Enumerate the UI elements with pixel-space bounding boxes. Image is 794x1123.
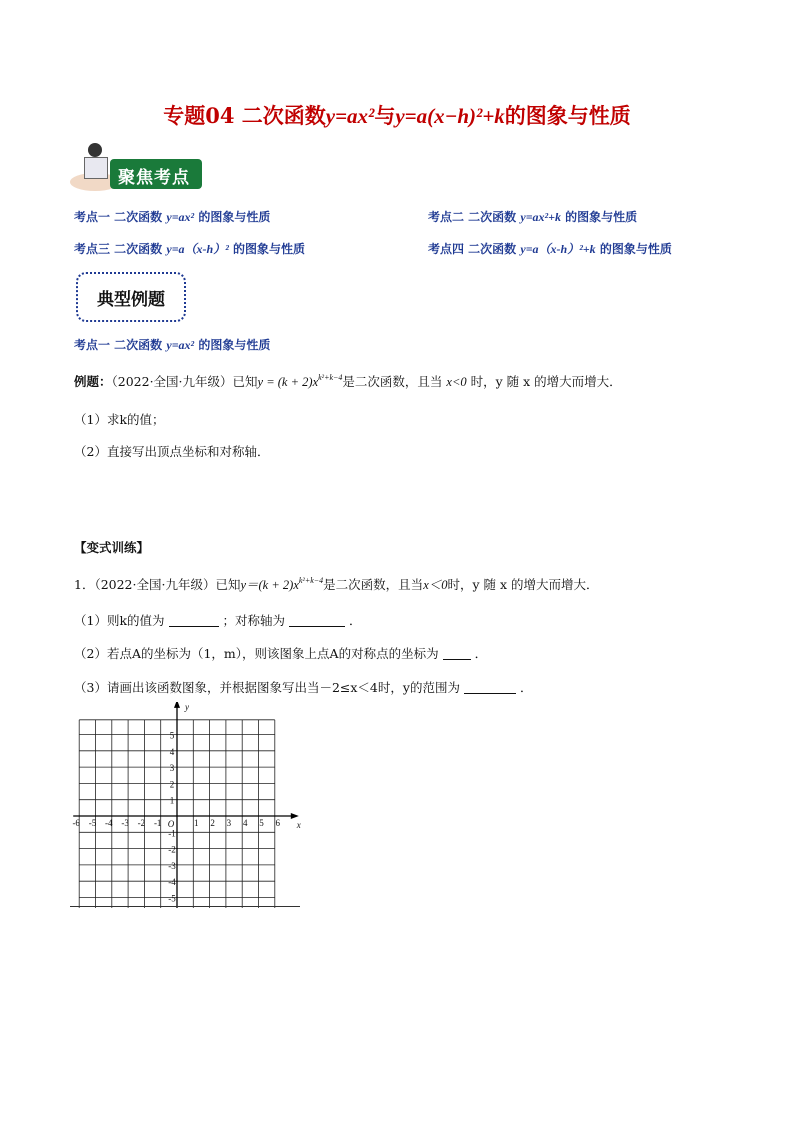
blank-k-value[interactable] bbox=[169, 614, 219, 627]
x-tick-label: -2 bbox=[137, 818, 146, 828]
variant-header: 【变式训练】 bbox=[74, 540, 150, 555]
x-tick-label: 4 bbox=[242, 818, 248, 828]
x-axis-label: x bbox=[296, 820, 301, 830]
page-title bbox=[0, 100, 794, 130]
origin-label: O bbox=[167, 819, 175, 829]
banner-figure-body bbox=[84, 157, 108, 179]
y-tick-label: -5 bbox=[168, 893, 176, 904]
y-tick-label: -3 bbox=[168, 860, 176, 871]
title-formula-1: y=ax² bbox=[325, 104, 375, 128]
variant-question-3: （3）请画出该函数图象，并根据图象写出当－2≤x＜4时，y的范围为 ． bbox=[74, 680, 533, 695]
x-tick-label: 6 bbox=[275, 818, 281, 828]
x-tick-label: -3 bbox=[121, 818, 129, 828]
coordinate-grid-svg bbox=[70, 702, 302, 908]
title-formula-2: y=a(x−h)²+k bbox=[395, 104, 505, 128]
focus-banner bbox=[66, 143, 206, 195]
banner-figure-head bbox=[88, 143, 102, 157]
x-tick-label: -5 bbox=[88, 818, 97, 828]
y-tick-label: 2 bbox=[169, 779, 175, 790]
keypoint-2[interactable]: 考点二 二次函数 y=ax²+k 的图象与性质 bbox=[428, 210, 638, 224]
x-tick-label: -4 bbox=[105, 818, 113, 828]
y-tick-label: 5 bbox=[169, 730, 175, 741]
y-tick-label: 1 bbox=[169, 795, 175, 806]
y-axis-label: y bbox=[185, 702, 189, 712]
variant-question-1: （1）则k的值为 ；对称轴为 ． bbox=[74, 613, 362, 628]
x-tick-label: -6 bbox=[72, 818, 80, 828]
keypoint-3[interactable]: 考点三 二次函数 y=a（x-h）² 的图象与性质 bbox=[74, 242, 306, 256]
title-prefix: 专题04 二次函数 bbox=[163, 103, 326, 128]
keypoint-4[interactable]: 考点四 二次函数 y=a（x-h）²+k 的图象与性质 bbox=[428, 242, 672, 256]
y-tick-label: -4 bbox=[168, 877, 176, 888]
blank-axis[interactable] bbox=[289, 614, 345, 627]
blank-symmetric-point[interactable] bbox=[443, 647, 471, 660]
section-heading-1: 考点一 二次函数 y=ax² 的图象与性质 bbox=[74, 338, 271, 352]
typical-examples-box bbox=[76, 272, 186, 322]
x-tick-label: 1 bbox=[194, 818, 199, 828]
blank-y-range[interactable] bbox=[464, 681, 516, 694]
typical-examples-label: 典型例题 bbox=[97, 290, 165, 310]
example-question-1: （1）求k的值； bbox=[74, 412, 165, 427]
y-tick-label: -1 bbox=[168, 828, 176, 839]
x-tick-label: 2 bbox=[210, 818, 215, 828]
separator-line bbox=[70, 906, 300, 907]
variant-formula: y＝(k + 2)x bbox=[240, 578, 299, 592]
variant-question-2: （2）若点A的坐标为（1，m），则该图象上点A的对称点的坐标为 ． bbox=[74, 646, 488, 661]
title-suffix: 的图象与性质 bbox=[504, 103, 631, 128]
y-tick-label: 4 bbox=[169, 746, 175, 757]
example-statement: 例题：（2022·全国·九年级）已知$y = (k + 2)x^{k^2+k-4}$是二次函数，且当 x<0 时，y 随 x 的增大而增大． bbox=[74, 373, 622, 389]
example-question-2: （2）直接写出顶点坐标和对称轴． bbox=[74, 444, 270, 459]
x-axis-arrow bbox=[291, 813, 299, 819]
y-tick-label: 3 bbox=[169, 763, 175, 774]
coordinate-grid bbox=[70, 702, 302, 908]
title-mid: 与 bbox=[374, 103, 396, 128]
x-tick-label: -1 bbox=[153, 818, 162, 828]
y-tick-label: -2 bbox=[168, 844, 176, 855]
banner-label: 聚焦考点 bbox=[118, 168, 190, 188]
x-tick-label: 3 bbox=[226, 818, 232, 828]
variant-problem-1: 1．（2022·全国·九年级）已知$y=(k + 2)x^{k^2+k-4}$是二次函数，且当x＜0时，y 随 x 的增大而增大． bbox=[74, 576, 599, 592]
x-tick-label: 5 bbox=[259, 818, 264, 828]
keypoint-1[interactable]: 考点一 二次函数 y=ax² 的图象与性质 bbox=[74, 210, 271, 224]
example-formula: y = (k + 2)x bbox=[257, 375, 319, 389]
y-axis-arrow bbox=[174, 702, 180, 708]
